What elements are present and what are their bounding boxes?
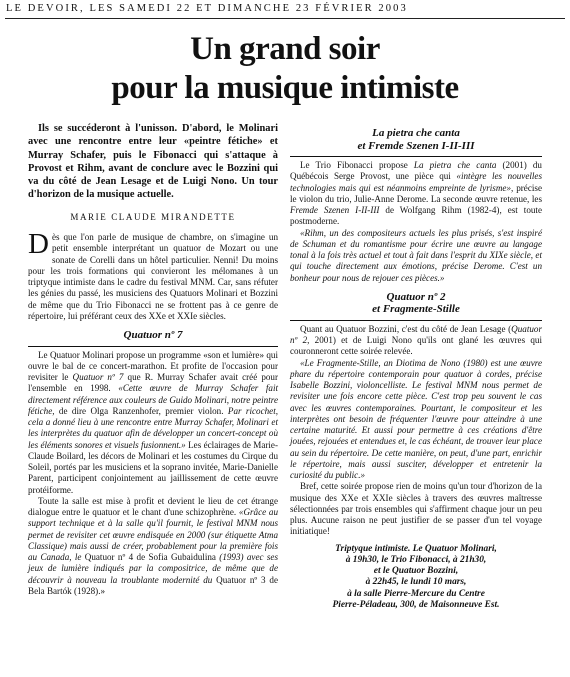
text-segment: (2001) du Québécois Serge Provost, une pièce qui — [290, 160, 542, 182]
fibonacci-paragraph — [290, 160, 542, 228]
quote-segment: Par ricochet, cela a donné lieu à une rencontre entre Murray Schafer, Molinari et les interprètes du quatuor afin de développer un concert-concept où les éléments sonores et visuels fusionnent.» — [28, 405, 279, 450]
masthead-rule — [5, 18, 565, 19]
quote-segment: «Cette œuvre de Murray Schafer fait directement référence aux couleurs de Guido Molinari, notre peintre fétiche, — [28, 383, 279, 416]
headline-line-2: pour la musique intimiste — [111, 70, 459, 106]
text-segment: Quatuor nº 4 de Sofia Gubaidulina — [81, 552, 220, 563]
bozzini-paragraph — [290, 324, 542, 358]
text-segment: Quatuor nº 7 — [72, 372, 124, 383]
salle-paragraph — [28, 496, 278, 597]
rihm-quote-paragraph: «Rihm, un des compositeurs actuels les plus prisés, s'est inspiré de Schuman et du romantisme pour écrire une œuvre au langage tonal à la fois très actuel et tout à fait dans l'esprit du XIXe siècle, et qui touche directement aux émotions, précise Derome. C'est un bonheur pour nous de rejouer ces pièces.» — [290, 227, 542, 283]
subhead-quatuor-7: Quatuor nº 7 — [123, 329, 183, 342]
intro-paragraph — [28, 228, 278, 322]
text-segment: Quant au Quatuor Bozzini, c'est du côté de Jean Lesage ( — [300, 323, 512, 334]
masthead: LE DEVOIR, LES SAMEDI 22 ET DIMANCHE 23 FÉVRIER 2003 — [6, 3, 408, 14]
quote-segment: (1993) avec ses jeux de lumière indiqués par la compositrice, de même que de découvrir à nouveau la troublante modernité du — [28, 552, 279, 585]
info-line: Pierre-Péladeau, 300, de Maisonneuve Est. — [332, 599, 500, 610]
text-segment: de dire Olga Ranzenhofer, premier violon. — [54, 405, 228, 416]
subhead-line: Quatuor nº 2 — [386, 290, 446, 303]
headline-line-1: Un grand soir — [190, 31, 380, 67]
drop-cap: D — [28, 228, 49, 261]
right-column — [290, 122, 542, 611]
text-segment: Les éclairages de Marie-Claude Boilard, les décors de Molinari et les costumes du Cirque du Soleil, portés par les musiciens et la soprano invitée, Marie-Danielle Parent, participent conjointement au jaillissement de cette œuvre protéiforme. — [28, 439, 278, 495]
quote-segment: «intègre les nouvelles technologies mais qui est néanmoins empreinte de lyrisme», — [290, 171, 542, 193]
headline — [0, 30, 570, 108]
conclusion-paragraph: Bref, cette soirée propose rien de moins qu'un tour d'horizon de la musique des XXe et XXIe siècles à travers des œuvres maîtresse sélectionnées par trois ensembles qui s'affirment chaque jour un peu plus. Aucune raison ne peut justifier de se passer d'un tel voyage initiatique! — [290, 481, 542, 537]
text-segment: Le Trio Fibonacci propose — [300, 160, 414, 170]
subhead-rule — [290, 156, 542, 157]
text-segment: précise le violon du trio, Julie-Anne Derome. La seconde œuvre retenue, les — [290, 182, 542, 204]
subhead-line: La pietra che canta — [372, 127, 460, 139]
info-line: et le Quatuor Bozzini, — [373, 566, 459, 577]
text-segment: Le Quatuor Molinari propose un programme «son et lumière» qui ouvre le bal de ce concert-marathon. Et profite de l'occasion pour revisiter le — [28, 349, 278, 383]
lede: Ils se succéderont à l'unisson. D'abord, le Molinari avec une rencontre entre leur «peintre fétiche» et Murray Schafer, puis le Fibonacci qui s'attaque à Provost et Rihm, avant de conclure avec le Bozzini qui va du côté de Jean Lesage et de Luigi Nono. Un tour d'horizon de la musique actuelle. — [28, 123, 278, 201]
text-segment: Toute la salle est mise à profit et devient le lieu de cet étrange dialogue entre le quatuor et le chant d'une schizophrène. — [28, 495, 278, 518]
text-segment: Quatuor nº 2 — [290, 323, 542, 345]
subhead-rule — [290, 320, 542, 321]
intro-text: ès que l'on parle de musique de chambre, on s'imagine un petit ensemble interprétant un quatuor de Mozart ou une sonate de Corelli dans un hôtel particulier. Nenni! Du moins pour les trois formations qui convieront les mélomanes à un triptyque intimiste dans le cadre du festival MNM. Car, sans réfuter les génies du passé, les musiciens des Quatuors Molinari et Bozzini de même que du Trio Fibonacci ne se frottent pas à ce genre de répertoire, lui préférant ceux des XXe et XXIe siècles. — [28, 232, 278, 321]
text-segment: Fremde Szenen I-II-III — [290, 205, 380, 215]
info-line: Triptyque intimiste. Le Quatuor Molinari, — [335, 543, 497, 554]
concert-info — [290, 544, 542, 612]
text-segment: La pietra che canta — [413, 160, 497, 170]
text-segment: de Wolfgang Rihm (1982-4), est toute postmoderne. — [290, 205, 542, 227]
subhead-line: et Fremde Szenen I-II-III — [357, 139, 475, 152]
subhead-rule — [28, 346, 278, 347]
info-line: à la salle Pierre-Mercure du Centre — [347, 588, 485, 599]
subhead-pietra — [290, 127, 542, 152]
quote-segment: «Grâce au support technique et à la salle qu'il fournit, le festival MNM nous permet de revisiter cet œuvre endisquée en 2000 (sur étiquette Atma Classique) mais aussi de créer, probablement pour la première fois au Canada, le — [28, 507, 278, 563]
info-line: à 19h30, le Trio Fibonacci, à 21h30, — [345, 554, 487, 565]
info-line: à 22h45, le lundi 10 mars, — [365, 577, 467, 588]
subhead-line: et Fragmente-Stille — [372, 303, 460, 316]
text-segment: , 2001) et de Luigi Nono qu'ils ont glané les œuvres qui couronneront cette soirée relevée. — [290, 335, 542, 357]
left-column — [28, 122, 278, 597]
subhead-quatuor-2 — [290, 291, 542, 316]
text-segment: que R. Murray Schafer avait créé pour l'ensemble en 1998. — [28, 372, 279, 394]
text-segment: Quatuor nº 3 de Bela Bartók (1928).» — [28, 574, 278, 596]
byline: MARIE CLAUDE MIRANDETTE — [70, 211, 236, 222]
nono-quote-paragraph: «Le Fragmente-Stille, an Diotima de Nono (1980) est une œuvre phare du répertoire contemporain pour quatuor à cordes, précise Isabelle Bozzini, violoncelliste. Le festival MNM nous permet de revisiter une fois encore cette pièce. C'est trop peu souvent le cas avec les œuvres contemporaines. Pourtant, le compositeur et les interprètes ont besoin de fréquenter l'œuvre pour atteindre à une certaine maturité. Et aussi pour permettre à ces créations d'être jouées, rejouées et entendues et, le cas échéant, de trouver leur place au sein du répertoire. De cette manière, on peut, d'une part, enrichir le répertoire, mais aussi susciter, développer et entretenir la curiosité du public.» — [290, 357, 542, 480]
molinari-paragraph — [28, 350, 278, 496]
